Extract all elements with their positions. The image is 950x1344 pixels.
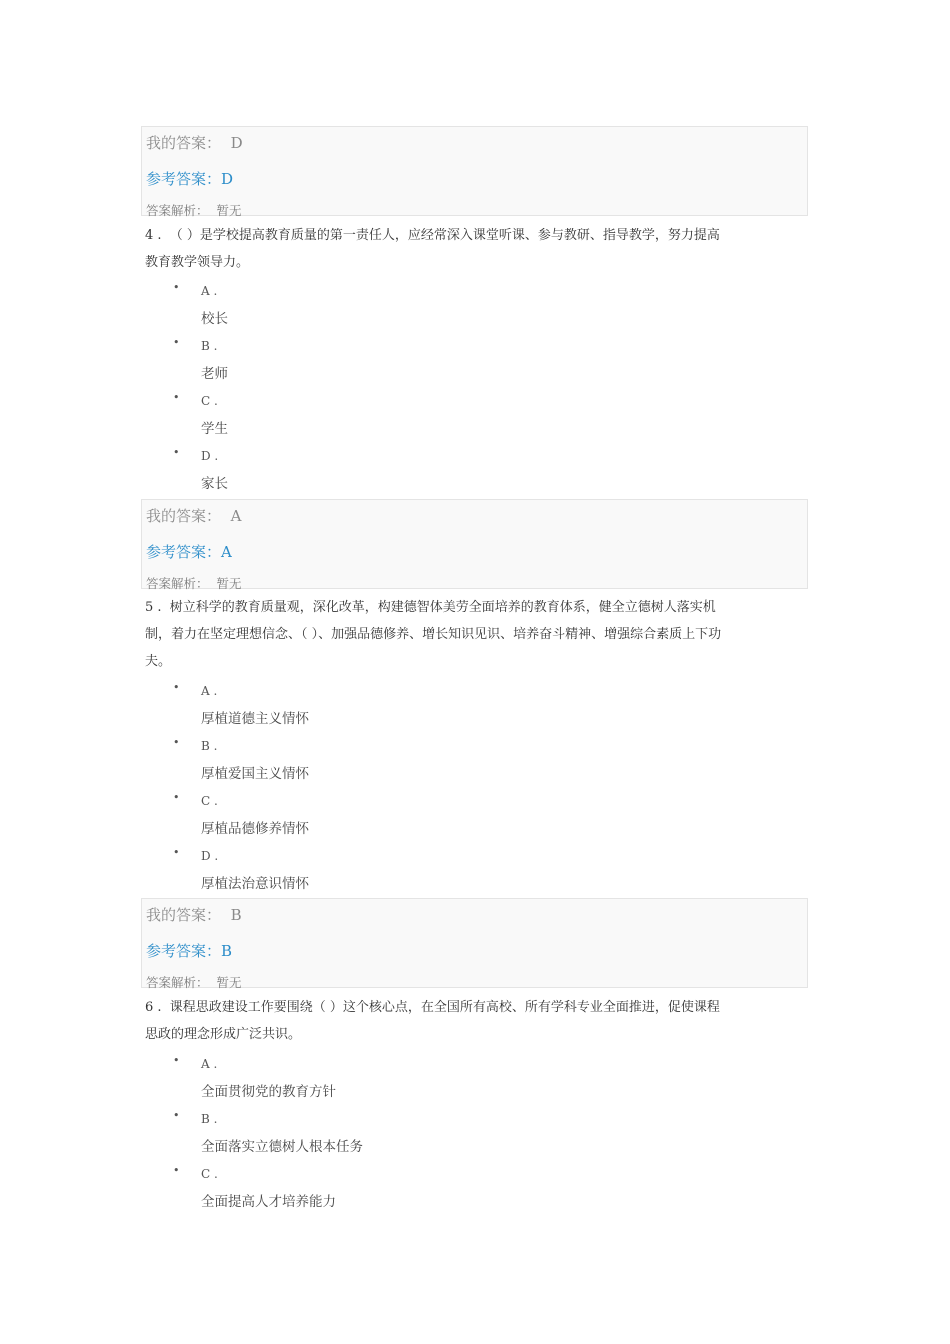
bullet-icon: • [173, 681, 180, 694]
option-text: 家长 [201, 476, 228, 492]
answer-analysis: 答案解析： 暂无 [146, 576, 242, 591]
answer-panel-q4 [141, 499, 808, 589]
option-letter: D . [201, 449, 219, 463]
bullet-icon: • [173, 1054, 180, 1067]
bullet-icon: • [173, 736, 180, 749]
option-text: 厚植法治意识情怀 [201, 876, 309, 892]
bullet-icon: • [173, 791, 180, 804]
option-text: 全面提高人才培养能力 [201, 1194, 336, 1210]
bullet-icon: • [173, 846, 180, 859]
bullet-icon: • [173, 446, 180, 459]
question-5-stem-line-2: 制，着力在坚定理想信念、（ ）、加强品德修养、增长知识见识、培养奋斗精神、增强综合素质上下功 [145, 627, 722, 642]
my-answer: 我的答案： D [146, 134, 243, 152]
option-text: 厚植品德修养情怀 [201, 821, 309, 837]
option-letter: C . [201, 794, 218, 808]
option-letter: A . [201, 284, 218, 298]
option-letter: C . [201, 394, 218, 408]
bullet-icon: • [173, 336, 180, 349]
bullet-icon: • [173, 391, 180, 404]
reference-answer: 参考答案：D [146, 170, 234, 188]
my-answer: 我的答案： B [146, 906, 242, 924]
option-text: 全面落实立德树人根本任务 [201, 1139, 363, 1155]
option-letter: B . [201, 739, 218, 753]
bullet-icon: • [173, 281, 180, 294]
option-text: 厚植爱国主义情怀 [201, 766, 309, 782]
answer-analysis: 答案解析： 暂无 [146, 975, 242, 990]
option-text: 厚植道德主义情怀 [201, 711, 309, 727]
answer-panel-q5 [141, 898, 808, 988]
option-letter: A . [201, 1057, 218, 1071]
option-text: 全面贯彻党的教育方针 [201, 1084, 336, 1100]
option-text: 老师 [201, 366, 228, 382]
reference-answer: 参考答案：B [146, 942, 233, 960]
bullet-icon: • [173, 1164, 180, 1177]
option-letter: A . [201, 684, 218, 698]
answer-analysis: 答案解析： 暂无 [146, 203, 242, 218]
my-answer: 我的答案： A [146, 507, 242, 525]
question-4-stem-line-2: 教育教学领导力。 [145, 255, 250, 270]
reference-answer: 参考答案：A [146, 543, 232, 561]
answer-panel-q3 [141, 126, 808, 216]
option-text: 校长 [201, 311, 228, 327]
question-5-stem-line-1: 5 . 树立科学的教育质量观，深化改革，构建德智体美劳全面培养的教育体系，健全立德树人落实机 [145, 600, 716, 615]
question-6-stem-line-2: 思政的理念形成广泛共识。 [145, 1027, 302, 1042]
option-text: 学生 [201, 421, 228, 437]
bullet-icon: • [173, 1109, 180, 1122]
option-letter: C . [201, 1167, 218, 1181]
option-letter: B . [201, 339, 218, 353]
question-4-stem-line-1: 4 . （ ）是学校提高教育质量的第一责任人，应经常深入课堂听课、参与教研、指导教学，努力提高 [145, 228, 720, 243]
question-6-stem-line-1: 6 . 课程思政建设工作要围绕（ ）这个核心点，在全国所有高校、所有学科专业全面推进，促使课程 [145, 1000, 720, 1015]
option-letter: B . [201, 1112, 218, 1126]
question-5-stem-line-3: 夫。 [145, 654, 172, 669]
option-letter: D . [201, 849, 219, 863]
